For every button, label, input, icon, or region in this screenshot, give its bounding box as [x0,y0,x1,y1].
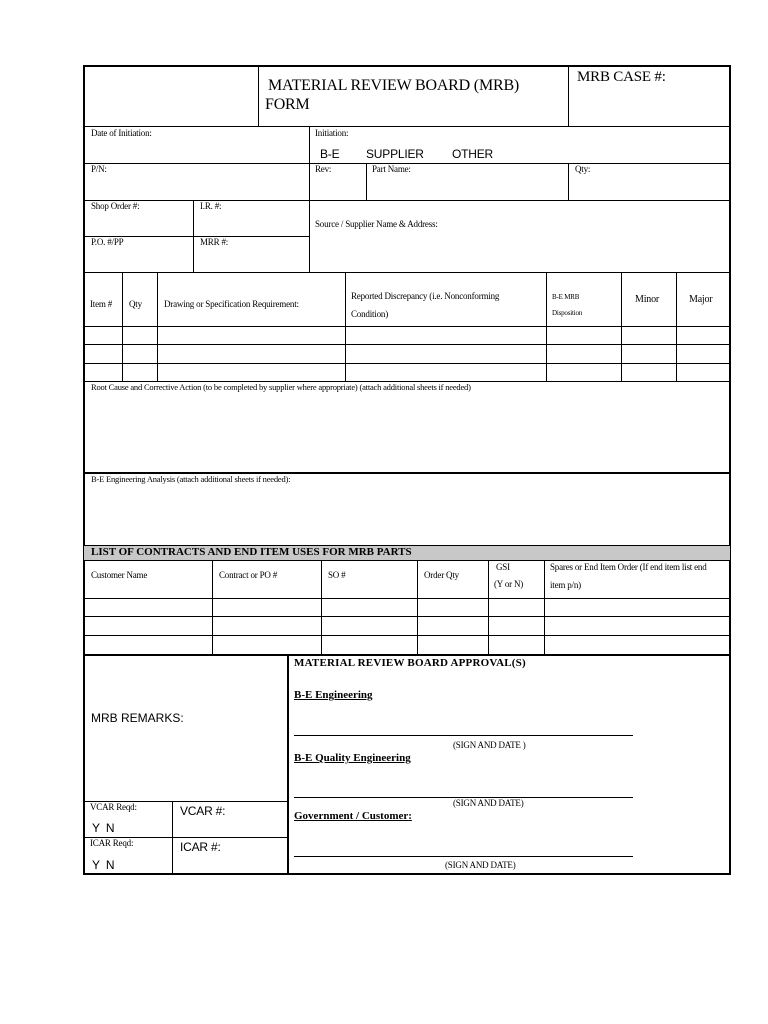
ir-label[interactable]: I.R. #: [200,201,222,211]
rev-label[interactable]: Rev: [315,164,332,174]
vcar-reqd-label: VCAR Reqd: [90,802,137,812]
gsi-header-l2: (Y or N) [494,579,524,589]
sign-date-3: (SIGN AND DATE) [445,860,516,870]
info-divider [309,126,310,272]
sign-date-1: (SIGN AND DATE ) [453,740,526,750]
contracts-header-bottom [83,598,731,599]
items-col-qty [122,272,123,381]
gsi-header-l1: GSI [496,562,510,572]
part-name-label[interactable]: Part Name: [372,164,411,174]
drawing-header: Drawing or Specification Requirement: [164,299,299,309]
contracts-col-spares [544,561,545,654]
vcar-yn-options[interactable]: Y N [92,821,115,835]
reported-discrepancy-header-l1: Reported Discrepancy (i.e. Nonconforming [351,291,500,301]
item-number-header: Item # [90,299,113,309]
spares-header-l2: item p/n) [550,580,581,590]
items-col-minor [621,272,622,381]
qty-divider [568,163,569,200]
mrb-case-label[interactable]: MRB CASE #: [577,69,666,85]
shop-order-label[interactable]: Shop Order #: [91,201,140,211]
government-signature-line[interactable] [294,856,633,857]
initiation-option-supplier[interactable]: SUPPLIER [366,147,424,161]
major-header: Major [689,294,713,305]
contracts-row1-bottom [83,616,731,617]
initiation-label: Initiation: [315,128,349,138]
root-cause-label[interactable]: Root Cause and Corrective Action (to be completed by supplier where appropriate) (attach additional sheets if needed) [91,382,471,392]
form-title-line2: FORM [265,96,310,113]
mrr-label[interactable]: MRR #: [200,237,229,247]
engineering-analysis-label[interactable]: B-E Engineering Analysis (attach additional sheets if needed): [91,474,291,484]
reported-discrepancy-header-l2: Condition) [351,309,389,319]
items-col-disposition [546,272,547,381]
date-of-initiation-label[interactable]: Date of Initiation: [91,128,152,138]
shop-order-row-top [83,200,731,201]
contracts-heading: LIST OF CONTRACTS AND END ITEM USES FOR MRB PARTS [91,546,412,558]
government-customer-label: Government / Customer: [294,810,412,822]
approvals-heading: MATERIAL REVIEW BOARD APPROVAL(S) [294,657,526,669]
items-row1-bottom [83,344,731,345]
header-divider-left [258,65,259,127]
approvals-divider [287,654,289,875]
pn-label[interactable]: P/N: [91,164,107,174]
items-col-drawing [157,272,158,381]
mrb-remarks-label[interactable]: MRB REMARKS: [91,711,184,725]
disposition-header-l1: B-E MRB [552,293,580,301]
items-header-bottom [83,326,731,327]
vcar-number-label[interactable]: VCAR #: [180,804,226,818]
contracts-row3-bottom [83,654,731,656]
minor-header: Minor [635,294,660,305]
qty-header: Qty [129,299,142,309]
initiation-option-be[interactable]: B-E [320,147,340,161]
items-col-major [676,272,677,381]
icar-reqd-label: ICAR Reqd: [90,838,134,848]
header-divider-right [568,65,569,127]
contracts-col-orderqty [417,561,418,654]
items-row2-bottom [83,363,731,364]
be-engineering-signature-line[interactable] [294,735,633,736]
source-supplier-label[interactable]: Source / Supplier Name & Address: [315,219,438,229]
disposition-header-l2: Disposition [552,309,583,317]
be-quality-label: B-E Quality Engineering [294,752,411,764]
header-bottom-rule [83,126,731,127]
items-table-top [83,272,731,273]
so-header: SO # [328,570,346,580]
contracts-col-contract [212,561,213,654]
po-pp-label[interactable]: P.O. #/PP [91,237,124,247]
icar-number-label[interactable]: ICAR #: [180,840,221,854]
spares-header-l1: Spares or End Item Order (If end item list end [550,562,707,572]
qty-label[interactable]: Qty: [575,164,591,174]
be-engineering-label: B-E Engineering [294,689,373,701]
order-qty-header: Order Qty [424,570,459,580]
sign-date-2: (SIGN AND DATE) [453,798,524,808]
customer-name-header: Customer Name [91,570,148,580]
initiation-option-other[interactable]: OTHER [452,147,494,161]
icar-yn-options[interactable]: Y N [92,858,115,872]
contracts-col-so [321,561,322,654]
part-name-divider [366,163,367,200]
contracts-col-gsi [488,561,489,654]
contracts-row2-bottom [83,635,731,636]
contract-po-header: Contract or PO # [219,570,278,580]
vcar-divider [172,801,173,875]
items-col-reported [345,272,346,381]
form-title-line1: MATERIAL REVIEW BOARD (MRB) [268,77,520,94]
